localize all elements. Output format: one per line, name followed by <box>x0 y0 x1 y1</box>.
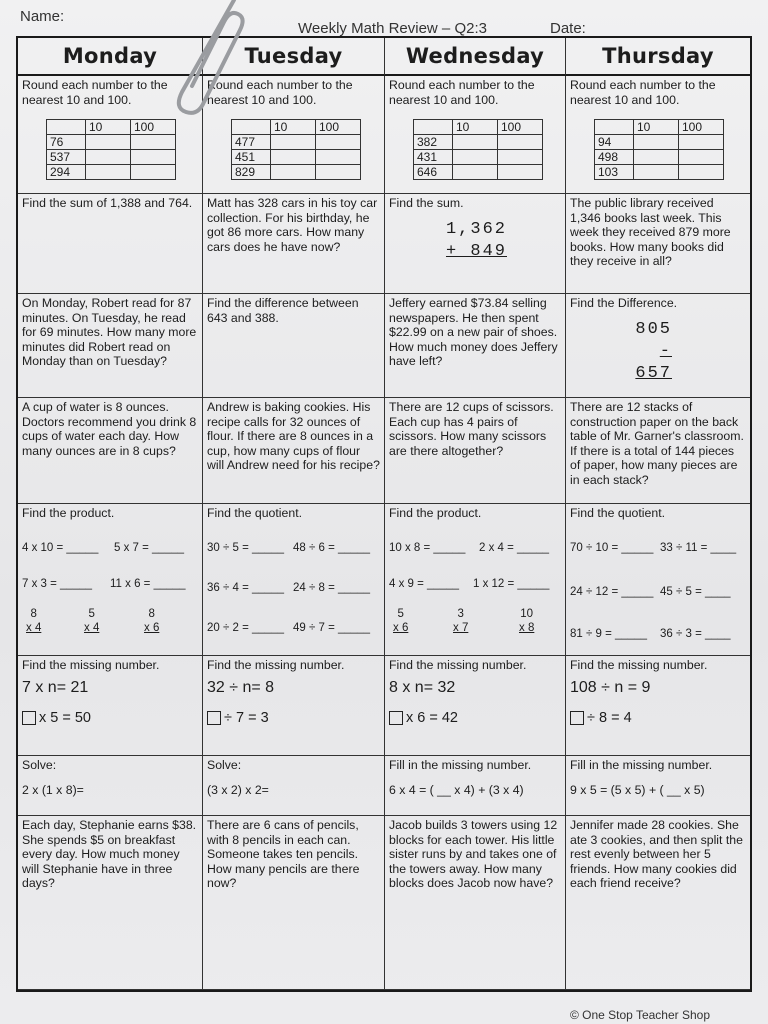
rounding-prompt: Round each number to the nearest 10 and 100. <box>207 78 353 107</box>
fact: 5 x 7 = _____ <box>114 541 185 554</box>
answer-blank[interactable] <box>316 150 361 165</box>
answer-box-icon[interactable] <box>207 711 221 725</box>
fact: 1 x 12 = _____ <box>473 577 550 590</box>
answer-box-icon[interactable] <box>22 711 36 725</box>
vertical-addition: 1,362 + 849 <box>445 219 507 261</box>
missing-prompt: Find the missing number. <box>570 658 708 672</box>
rounding-prompt: Round each number to the nearest 10 and 100. <box>389 78 535 107</box>
box-equation: x 6 = 42 <box>389 711 561 726</box>
answer-blank[interactable] <box>634 165 679 180</box>
day-header-wednesday: Wednesday <box>385 38 566 76</box>
solve-equation: (3 x 2) x 2= <box>207 782 269 797</box>
quotient-cell-thursday <box>566 504 750 656</box>
fact: 45 ÷ 5 = ____ <box>660 585 731 598</box>
box-equation: ÷ 8 = 4 <box>570 711 746 726</box>
vertical-fact: 5 x 4 <box>84 607 100 634</box>
sum-prompt: Find the sum. <box>389 196 464 210</box>
vertical-fact: 3 x 7 <box>453 607 469 634</box>
vertical-fact: 5 x 6 <box>393 607 409 634</box>
solve-cell-tuesday <box>203 756 385 816</box>
sum-problem-wednesday <box>385 194 566 294</box>
answer-blank[interactable] <box>679 165 724 180</box>
answer-blank[interactable] <box>634 150 679 165</box>
answer-blank[interactable] <box>86 150 131 165</box>
vertical-subtraction: 805 - 657 <box>635 319 672 383</box>
word-problem-wednesday-2: There are 12 cups of scissors. Each cup has 4 pairs of scissors. How many scissors are there altogether? <box>385 398 566 504</box>
rounding-cell-tuesday <box>203 76 385 194</box>
rounding-prompt: Round each number to the nearest 10 and 100. <box>570 78 716 107</box>
answer-blank[interactable] <box>316 165 361 180</box>
missing-equation: 32 ÷ n= 8 <box>207 678 275 696</box>
fact: 36 ÷ 3 = ____ <box>660 627 731 640</box>
product-prompt: Find the product. <box>389 506 482 520</box>
box-equation: ÷ 7 = 3 <box>207 711 380 726</box>
missing-equation: 108 ÷ n = 9 <box>570 678 651 696</box>
fact: 36 ÷ 4 = _____ <box>207 581 284 594</box>
rounding-cell-monday <box>18 76 203 194</box>
answer-blank[interactable] <box>498 135 543 150</box>
fact: 30 ÷ 5 = _____ <box>207 541 284 554</box>
fact: 70 ÷ 10 = _____ <box>570 541 654 554</box>
vertical-fact: 8 x 4 <box>26 607 42 634</box>
missing-equation: 7 x n= 21 <box>22 678 89 696</box>
answer-blank[interactable] <box>453 165 498 180</box>
missing-number-monday <box>18 656 203 756</box>
quotient-cell-tuesday <box>203 504 385 656</box>
difference-problem-tuesday: Find the difference between 643 and 388. <box>203 294 385 398</box>
missing-prompt: Find the missing number. <box>389 658 527 672</box>
missing-number-wednesday <box>385 656 566 756</box>
day-header-thursday: Thursday <box>566 38 750 76</box>
answer-box-icon[interactable] <box>570 711 584 725</box>
sum-problem-monday: Find the sum of 1,388 and 764. <box>18 194 203 294</box>
day-header-monday: Monday <box>18 38 203 76</box>
word-problem-thursday-3: Jennifer made 28 cookies. She ate 3 cookies, and then split the rest evenly between her 5 friends. How many cookies did each friend receive? <box>566 816 750 990</box>
date-label: Date: <box>550 20 586 37</box>
fact: 10 x 8 = _____ <box>389 541 466 554</box>
fact: 11 x 6 = _____ <box>110 577 186 590</box>
word-problem-tuesday-3: There are 6 cans of pencils, with 8 pencils in each can. Someone takes ten pencils. How many pencils are there now? <box>203 816 385 990</box>
answer-blank[interactable] <box>316 135 361 150</box>
fact: 4 x 9 = _____ <box>389 577 460 590</box>
product-prompt: Find the product. <box>22 506 115 520</box>
word-problem-thursday-2: There are 12 stacks of construction paper on the back table of Mr. Garner's classroom. If there is a total of 144 pieces of paper, how many pieces are in each stack? <box>566 398 750 504</box>
review-grid <box>16 36 752 992</box>
difference-problem-thursday <box>566 294 750 398</box>
fact: 81 ÷ 9 = _____ <box>570 627 647 640</box>
answer-blank[interactable] <box>86 165 131 180</box>
rounding-table: 10 100 477 451 829 <box>231 119 361 180</box>
box-equation: x 5 = 50 <box>22 711 198 726</box>
rounding-table: 10 100 94 498 103 <box>594 119 724 180</box>
rounding-cell-thursday <box>566 76 750 194</box>
word-problem-tuesday-2: Andrew is baking cookies. His recipe calls for 32 ounces of flour. If there are 8 ounces in a cup, how many cups of flour will Andrew need for his recipe? <box>203 398 385 504</box>
answer-box-icon[interactable] <box>389 711 403 725</box>
answer-blank[interactable] <box>131 150 176 165</box>
answer-blank[interactable] <box>634 135 679 150</box>
fact: 33 ÷ 11 = ____ <box>660 541 737 554</box>
fill-prompt: Fill in the missing number. <box>389 758 532 772</box>
missing-number-tuesday <box>203 656 385 756</box>
fact: 7 x 3 = _____ <box>22 577 93 590</box>
rounding-table: 10 100 382 431 646 <box>413 119 543 180</box>
word-problem-wednesday: Jeffery earned $73.84 selling newspapers. He then spent $22.99 on a new pair of shoes. How much money does Jeffery have left? <box>385 294 566 398</box>
answer-blank[interactable] <box>271 150 316 165</box>
answer-blank[interactable] <box>453 135 498 150</box>
fact: 49 ÷ 7 = _____ <box>293 621 370 634</box>
answer-blank[interactable] <box>453 150 498 165</box>
answer-blank[interactable] <box>86 135 131 150</box>
vertical-fact: 8 x 6 <box>144 607 160 634</box>
fact: 20 ÷ 2 = _____ <box>207 621 284 634</box>
difference-prompt: Find the Difference. <box>570 296 678 310</box>
missing-equation: 8 x n= 32 <box>389 678 456 696</box>
fill-equation: 9 x 5 = (5 x 5) + ( __ x 5) <box>570 782 705 797</box>
fill-cell-wednesday <box>385 756 566 816</box>
rounding-prompt: Round each number to the nearest 10 and 100. <box>22 78 168 107</box>
word-problem-tuesday: Matt has 328 cars in his toy car collection. For his birthday, he got 86 more cars. How many cars does he have now? <box>203 194 385 294</box>
day-header-tuesday: Tuesday <box>203 38 385 76</box>
fact: 48 ÷ 6 = _____ <box>293 541 370 554</box>
worksheet-title: Weekly Math Review – Q2:3 <box>298 20 487 37</box>
rounding-table: 10 100 76 537 294 <box>46 119 176 180</box>
word-problem-monday-3: Each day, Stephanie earns $38. She spends $5 on breakfast every day. How much money will Stephanie have in three days? <box>18 816 203 990</box>
product-cell-wednesday <box>385 504 566 656</box>
fill-equation: 6 x 4 = ( __ x 4) + (3 x 4) <box>389 782 524 797</box>
fill-prompt: Fill in the missing number. <box>570 758 713 772</box>
word-problem-thursday: The public library received 1,346 books last week. This week they received 879 more books. How many books did they receive in all? <box>566 194 750 294</box>
quotient-prompt: Find the quotient. <box>207 506 303 520</box>
missing-prompt: Find the missing number. <box>22 658 160 672</box>
answer-blank[interactable] <box>498 150 543 165</box>
vertical-fact: 10 x 8 <box>519 607 535 634</box>
answer-blank[interactable] <box>271 165 316 180</box>
fact: 24 ÷ 12 = _____ <box>570 585 654 598</box>
answer-blank[interactable] <box>679 150 724 165</box>
fact: 2 x 4 = _____ <box>479 541 550 554</box>
word-problem-monday: On Monday, Robert read for 87 minutes. On Tuesday, he read for 69 minutes. How many more minutes did Robert read on Monday than on Tuesday? <box>18 294 203 398</box>
fact: 24 ÷ 8 = _____ <box>293 581 370 594</box>
fact: 4 x 10 = _____ <box>22 541 99 554</box>
answer-blank[interactable] <box>679 135 724 150</box>
product-cell-monday <box>18 504 203 656</box>
quotient-prompt: Find the quotient. <box>570 506 666 520</box>
solve-prompt: Solve: <box>207 758 242 772</box>
solve-equation: 2 x (1 x 8)= <box>22 782 84 797</box>
solve-prompt: Solve: <box>22 758 57 772</box>
copyright-footer: © One Stop Teacher Shop <box>569 1008 710 1022</box>
answer-blank[interactable] <box>498 165 543 180</box>
word-problem-monday-2: A cup of water is 8 ounces. Doctors recommend you drink 8 cups of water each day. How many ounces are in 8 cups? <box>18 398 203 504</box>
rounding-cell-wednesday <box>385 76 566 194</box>
answer-blank[interactable] <box>131 165 176 180</box>
answer-blank[interactable] <box>131 135 176 150</box>
name-label: Name: <box>20 8 65 25</box>
missing-prompt: Find the missing number. <box>207 658 345 672</box>
answer-blank[interactable] <box>271 135 316 150</box>
missing-number-thursday <box>566 656 750 756</box>
fill-cell-thursday <box>566 756 750 816</box>
word-problem-wednesday-3: Jacob builds 3 towers using 12 blocks for each tower. His little sister runs by and takes one of the towers away. How many blocks does Jacob now have? <box>385 816 566 990</box>
solve-cell-monday <box>18 756 203 816</box>
